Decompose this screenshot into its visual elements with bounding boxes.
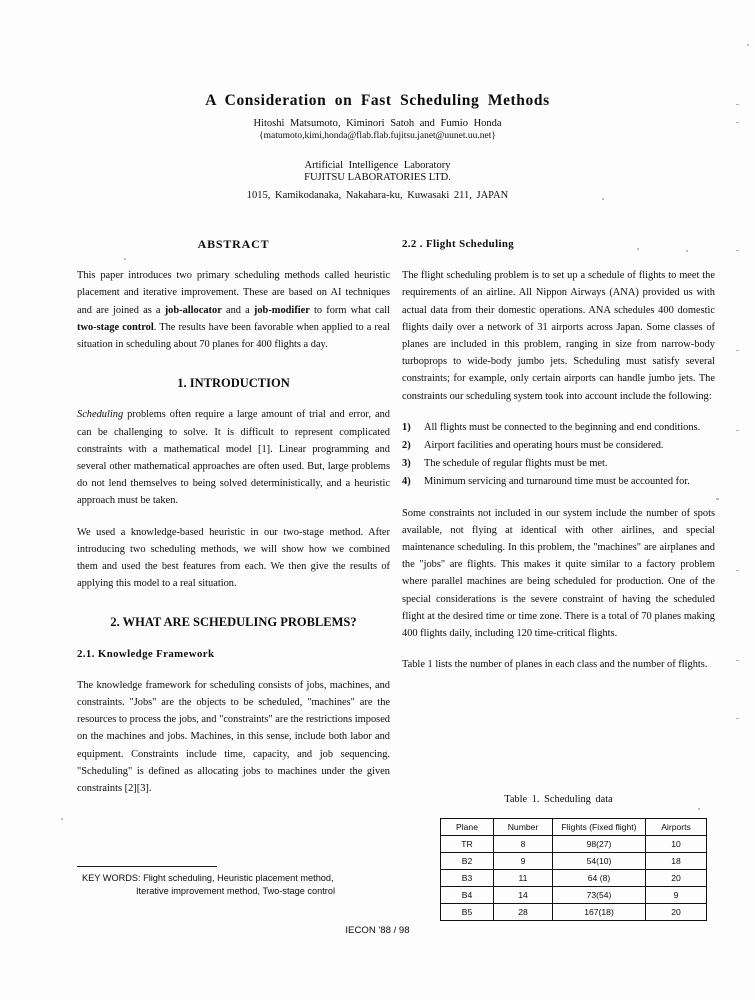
keywords-footnote: [82, 872, 382, 898]
page-title: A Consideration on Fast Scheduling Methods: [205, 92, 550, 109]
cell-number: 28: [494, 904, 553, 921]
table-row: [441, 836, 707, 853]
cell-flights: 167(18): [553, 904, 646, 921]
table-body: [441, 836, 707, 921]
list-item-number: 4): [402, 476, 411, 488]
table-row: [441, 904, 707, 921]
table-row: [441, 870, 707, 887]
author-emails: {matumoto,kimi,honda@flab.flab.fujitsu.janet@uunet.uu.net}: [259, 131, 496, 141]
column-header-number: Number: [494, 819, 553, 836]
abstract-heading: ABSTRACT: [197, 237, 270, 251]
scan-edge-marks: [736, 100, 739, 720]
column-header-plane: Plane: [441, 819, 494, 836]
left-column: [77, 236, 390, 811]
scan-speck: [124, 258, 126, 260]
cell-airports: 9: [646, 887, 707, 904]
section2-heading: 2. WHAT ARE SCHEDULING PROBLEMS?: [110, 615, 357, 630]
introduction-paragraph-1: [77, 406, 390, 509]
page-footer: IECON '88 / 98: [345, 925, 410, 936]
keywords-line-2: Iterative improvement method, Two-stage control: [136, 886, 335, 896]
list-item: [402, 455, 715, 472]
table-row: [441, 853, 707, 870]
scan-speck: [637, 248, 639, 250]
cell-number: 11: [494, 870, 553, 887]
list-item: [402, 419, 715, 436]
scan-speck: [602, 198, 604, 200]
introduction-heading: 1. INTRODUCTION: [177, 376, 290, 391]
cell-flights: 54(10): [553, 853, 646, 870]
section-2-2-paragraph-1: The flight scheduling problem is to set up a schedule of flights to meet the requirements of an airline. All Nippon Airways (ANA) provided us with actual data from their domestic operations. ANA schedules 400 domestic flights daily over a network of 31 airports across Japan. Some classes of planes are included in this problem, ranging in size from narrow-body turboprops to wide-body jumbo jets. Scheduling must satisfy several constraints; for example, only certain airports can handle jumbo jets. The constraints our scheduling system took into account include the following:: [402, 270, 715, 402]
footnote-divider: [77, 866, 217, 867]
section-2-1-heading: 2.1. Knowledge Framework: [77, 647, 215, 660]
column-header-airports: Airports: [646, 819, 707, 836]
cell-flights: 73(54): [553, 887, 646, 904]
cell-plane: TR: [441, 836, 494, 853]
abstract-bold-3: two-stage control: [77, 321, 154, 333]
list-item: [402, 473, 715, 490]
cell-airports: 20: [646, 870, 707, 887]
introduction-italic-lead: Scheduling: [77, 409, 124, 421]
affiliation-lab: Artificial Intelligence Laboratory: [304, 160, 451, 171]
abstract-text-3: to form what call: [309, 304, 390, 316]
cell-airports: 18: [646, 853, 707, 870]
introduction-para1-rest: problems often require a large amount of trial and error, and can be challenging to solve. It is difficult to represent complicated constraints with a mathematical model [1]. Linear programming and several other mathematical approaches are often used. But, large problems do not lend themselves to being solved deterministically, and a heuristic approach must be taken.: [77, 409, 390, 507]
scan-speck: [686, 250, 688, 252]
author-list: Hitoshi Matsumoto, Kiminori Satoh and Fumio Honda: [253, 118, 502, 129]
abstract-bold-1: job-allocator: [164, 304, 222, 316]
cell-airports: 10: [646, 836, 707, 853]
table-row: [441, 887, 707, 904]
scan-speck: [716, 498, 719, 500]
abstract-bold-2: job-modifier: [253, 304, 310, 316]
table: [440, 818, 707, 921]
affiliation-company: FUJITSU LABORATORIES LTD.: [304, 172, 451, 183]
cell-number: 8: [494, 836, 553, 853]
table-head: [441, 819, 707, 836]
list-item-number: 1): [402, 421, 411, 433]
constraints-list: [402, 419, 715, 491]
abstract-paragraph: [77, 267, 390, 353]
affiliation-address: 1015, Kamikodanaka, Nakahara-ku, Kuwasaki 211, JAPAN: [246, 190, 509, 201]
cell-flights: 98(27): [553, 836, 646, 853]
scan-speck: [61, 818, 63, 820]
list-item-text: Airport facilities and operating hours must be considered.: [424, 440, 664, 452]
cell-plane: B2: [441, 853, 494, 870]
abstract-text-4: . The results have been favorable when applied to a real situation in scheduling about 70 planes for 400 flights a day.: [77, 321, 391, 351]
scan-speck: [747, 44, 749, 46]
cell-plane: B5: [441, 904, 494, 921]
cell-plane: B3: [441, 870, 494, 887]
table-header-row: [441, 819, 707, 836]
list-item: [402, 437, 715, 454]
cell-flights: 64 (8): [553, 870, 646, 887]
list-item-text: Minimum servicing and turnaround time must be accounted for.: [424, 476, 690, 488]
list-item-text: The schedule of regular flights must be met.: [424, 458, 608, 470]
cell-number: 14: [494, 887, 553, 904]
column-header-flights: Flights (Fixed flight): [553, 819, 646, 836]
abstract-text-1: This paper introduces two primary scheduling methods called heuristic placement and iterative improvement. These are based on AI techniques and are joined as a: [77, 270, 390, 316]
list-item-number: 3): [402, 458, 411, 470]
section-2-2-paragraph-3: Table 1 lists the number of planes in each class and the number of flights.: [402, 659, 708, 671]
scheduling-data-table: [440, 818, 707, 921]
table-caption: Table 1. Scheduling data: [504, 794, 613, 805]
section-2-1-paragraph: The knowledge framework for scheduling consists of jobs, machines, and constraints. "Jobs" are the objects to be scheduled, "machines" are the resources to process the jobs, and "constraints" are the restrictions imposed on the machines and jobs. Machines, in this sense, include both labor and equipment. Constraints include time, capacity, and job sequencing. "Scheduling" is defined as allocating jobs to machines under the given constraints [2][3].: [77, 679, 390, 795]
cell-airports: 20: [646, 904, 707, 921]
cell-number: 9: [494, 853, 553, 870]
section-2-2-heading: 2.2 . Flight Scheduling: [402, 238, 515, 250]
list-item-text: All flights must be connected to the beginning and end conditions.: [424, 421, 701, 433]
keywords-line-1: KEY WORDS: Flight scheduling, Heuristic placement method,: [82, 873, 334, 883]
cell-plane: B4: [441, 887, 494, 904]
right-column: [402, 236, 715, 687]
scan-speck: [698, 808, 700, 810]
list-item-number: 2): [402, 440, 411, 452]
section-2-2-paragraph-2: Some constraints not included in our system include the number of spots available, not flying at identical with other airlines, and special maintenance scheduling. In this problem, the "machines" are airplanes and the "jobs" are flights. This makes it quite similar to a factory problem where parallel machines are being scheduled for production. One of the special considerations is the severe constraint of having the scheduled flight at the desired time or time zone. There is a total of 70 planes making 400 flights daily, including 120 time-critical flights.: [402, 507, 715, 640]
abstract-text-2: and a: [221, 304, 254, 316]
introduction-paragraph-2: We used a knowledge-based heuristic in our two-stage method. After introducing two scheduling methods, we will show how we combined them and used the best features from each. We then give the results of applying this model to a real situation.: [77, 526, 390, 590]
